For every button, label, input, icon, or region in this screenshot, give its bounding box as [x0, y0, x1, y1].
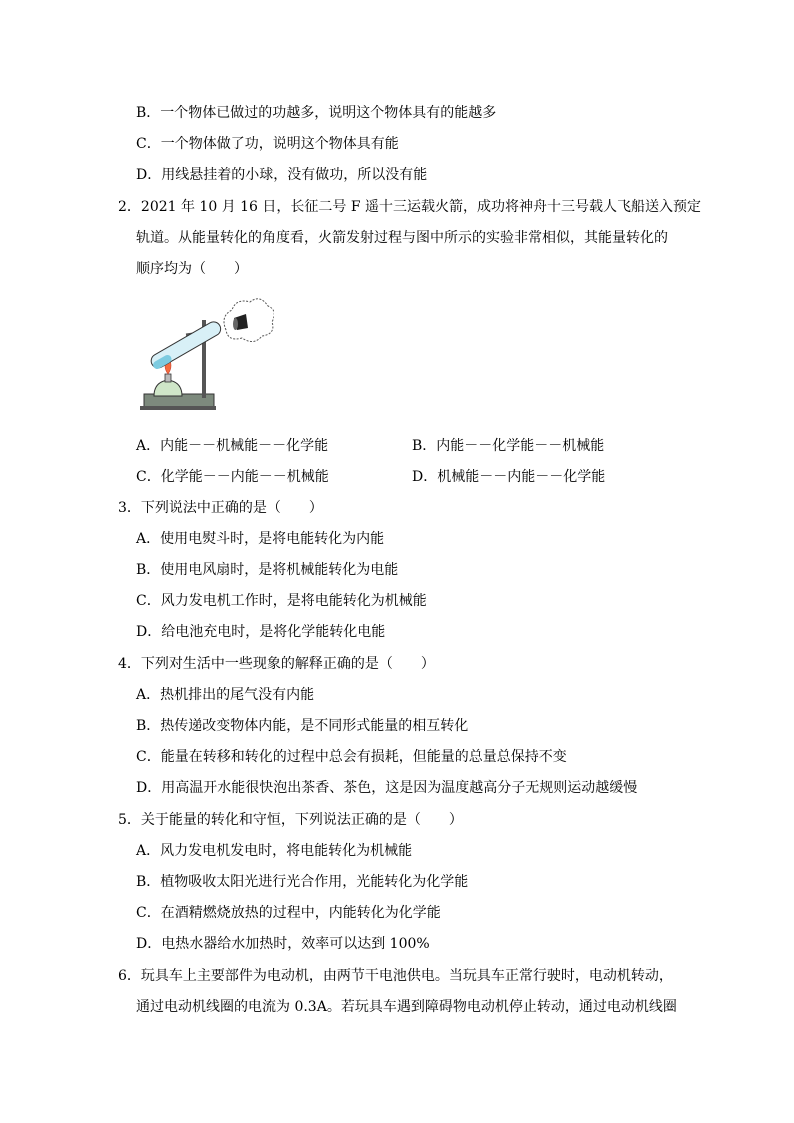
q2-option-d: D．机械能－－内能－－化学能: [412, 469, 606, 485]
q4-stem: 4．下列对生活中一些现象的解释正确的是（ ）: [118, 656, 435, 672]
q4-option-a: A．热机排出的尾气没有内能: [136, 687, 315, 703]
q6-stem-line2: 通过电动机线圈的电流为 0.3A。若玩具车遇到障碍物电动机停止转动，通过电动机线圈: [136, 999, 677, 1015]
q4-option-d: D．用高温开水能很快泡出茶香、茶色，这是因为温度越高分子无规则运动越缓慢: [136, 780, 638, 796]
q1-option-d: D．用线悬挂着的小球，没有做功，所以没有能: [136, 167, 428, 183]
q2-option-a: A．内能－－机械能－－化学能: [136, 438, 329, 454]
q3-stem: 3．下列说法中正确的是（ ）: [118, 500, 323, 516]
q2-stem-line3: 顺序均为（ ）: [136, 261, 248, 277]
q2-stem-line2: 轨道。从能量转化的角度看，火箭发射过程与图中所示的实验非常相似，其能量转化的: [136, 230, 668, 246]
q3-option-c: C．风力发电机工作时，是将电能转化为机械能: [136, 593, 427, 609]
q1-option-c: C．一个物体做了功，说明这个物体具有能: [136, 136, 399, 152]
q3-option-d: D．给电池充电时，是将化学能转化电能: [136, 624, 386, 640]
q5-option-c: C．在酒精燃烧放热的过程中，内能转化为化学能: [136, 905, 441, 921]
q2-option-b: B．内能－－化学能－－机械能: [412, 438, 605, 454]
q3-option-a: A．使用电熨斗时，是将电能转化为内能: [136, 531, 385, 547]
q2-stem-line1: 2．2021 年 10 月 16 日，长征二号 F 遥十三运载火箭，成功将神舟十三号载人飞船送入预定: [118, 199, 702, 215]
q4-option-b: B．热传递改变物体内能，是不同形式能量的相互转化: [136, 718, 469, 734]
q1-option-b: B．一个物体已做过的功越多，说明这个物体具有的能越多: [136, 105, 497, 121]
q2-option-c: C．化学能－－内能－－机械能: [136, 469, 329, 485]
q5-option-b: B．植物吸收太阳光进行光合作用，光能转化为化学能: [136, 874, 469, 890]
q5-stem: 5．关于能量的转化和守恒，下列说法正确的是（ ）: [118, 812, 463, 828]
q5-option-d: D．电热水器给水加热时，效率可以达到 100%: [136, 936, 430, 952]
q5-option-a: A．风力发电机发电时，将电能转化为机械能: [136, 843, 413, 859]
test-tube-experiment-figure: [140, 296, 274, 414]
q6-stem-line1: 6．玩具车上主要部件为电动机，由两节干电池供电。当玩具车正常行驶时，电动机转动，: [118, 968, 673, 984]
q4-option-c: C．能量在转移和转化的过程中总会有损耗，但能量的总量总保持不变: [136, 749, 567, 765]
q3-option-b: B．使用电风扇时，是将机械能转化为电能: [136, 562, 399, 578]
